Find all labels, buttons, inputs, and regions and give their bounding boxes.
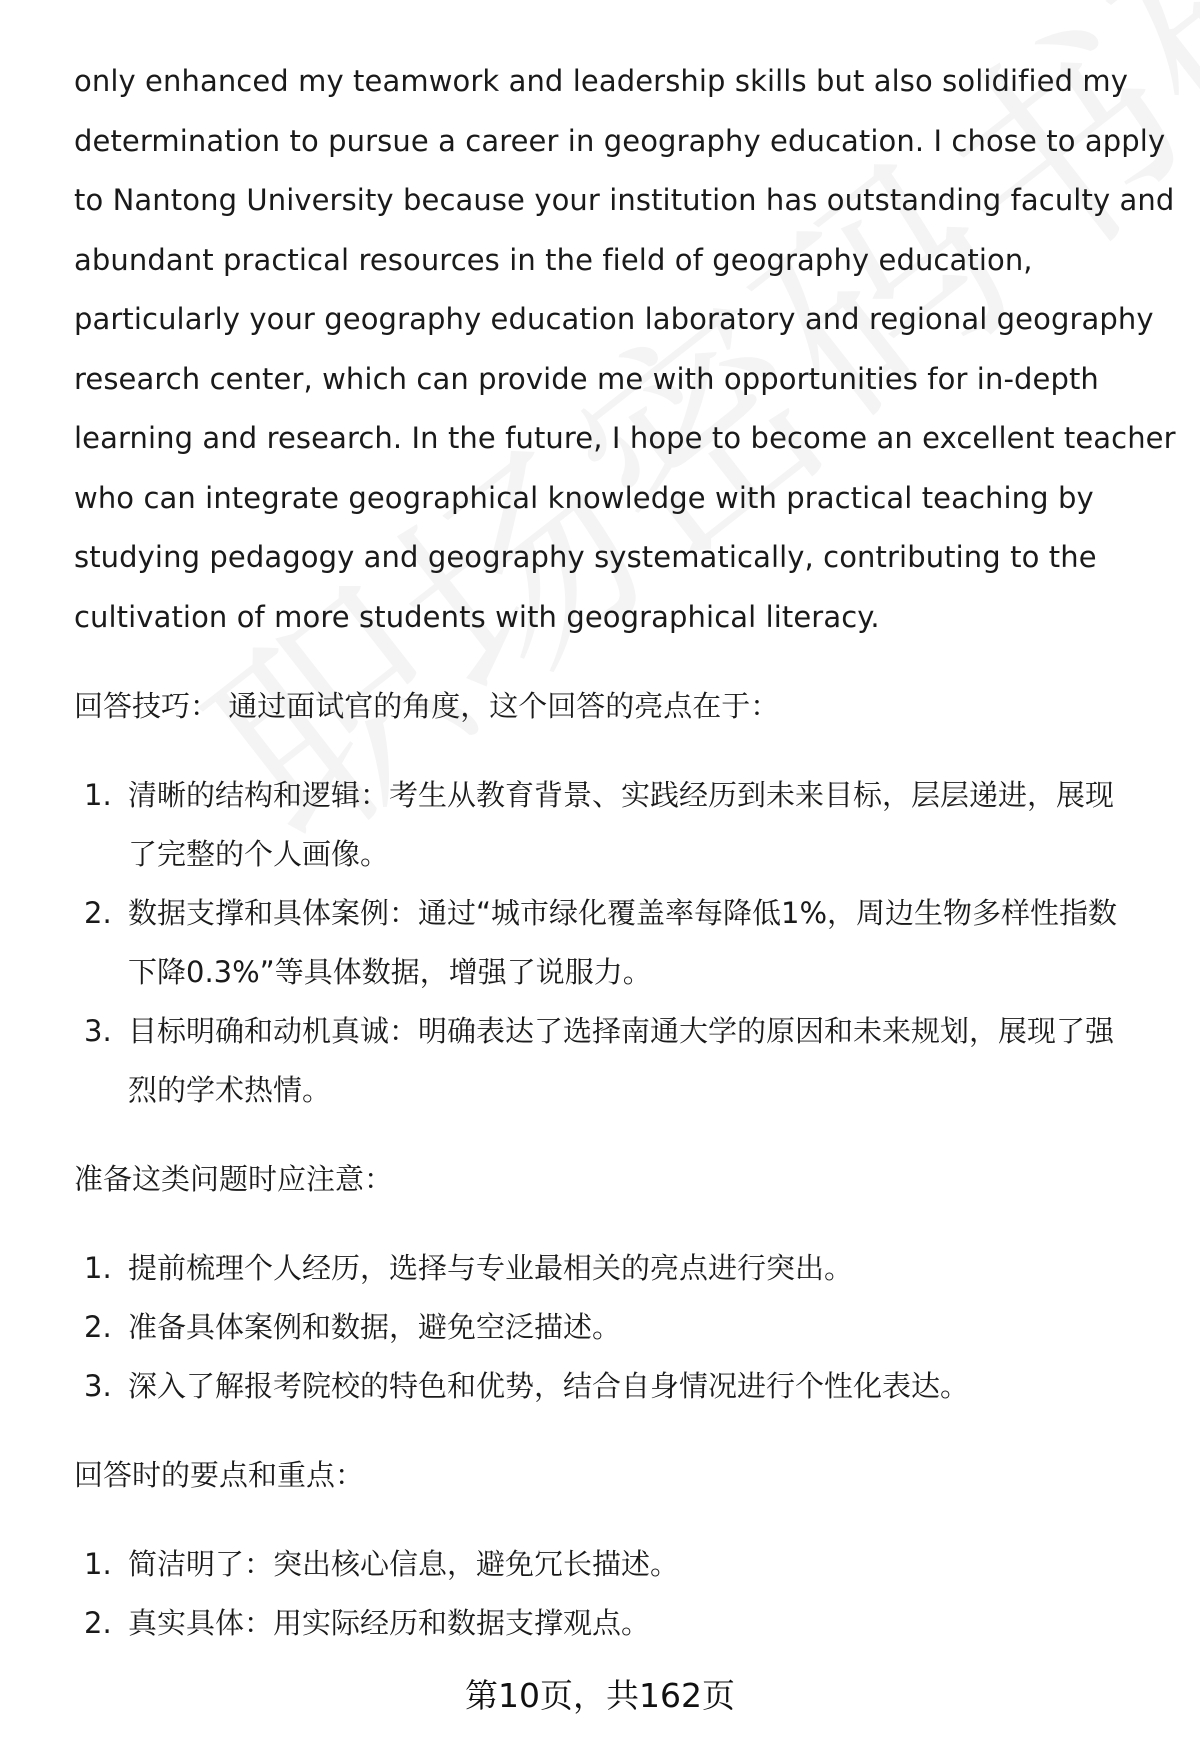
answer-tips-list bbox=[74, 766, 1164, 1120]
paragraph-line: particularly your geography education laboratory and regional geography bbox=[74, 302, 1154, 336]
list-item bbox=[74, 1002, 1164, 1120]
list-item-text: 真实具体：用实际经历和数据支撑观点。 bbox=[128, 1606, 651, 1640]
preparation-list bbox=[74, 1239, 1164, 1416]
paragraph-line: research center, which can provide me with opportunities for in-depth bbox=[74, 361, 1099, 396]
paragraph-line: who can integrate geographical knowledge with practical teaching by bbox=[74, 480, 1094, 515]
list-item-text: 提前梳理个人经历，选择与专业最相关的亮点进行突出。 bbox=[128, 1251, 854, 1285]
list-number: 3. bbox=[84, 1014, 112, 1048]
list-item-text: 了完整的个人画像。 bbox=[128, 837, 390, 871]
list-number: 1. bbox=[84, 1547, 112, 1581]
list-number: 1. bbox=[84, 1251, 112, 1285]
list-number: 3. bbox=[84, 1369, 112, 1403]
list-number: 1. bbox=[84, 778, 112, 812]
list-item-text: 准备具体案例和数据，避免空泛描述。 bbox=[128, 1310, 622, 1344]
list-number: 2. bbox=[84, 896, 112, 930]
list-item-text: 简洁明了：突出核心信息，避免冗长描述。 bbox=[128, 1547, 680, 1581]
key-points-list bbox=[74, 1535, 1164, 1653]
list-item bbox=[74, 884, 1164, 1002]
list-number: 2. bbox=[84, 1310, 112, 1344]
list-item-text: 烈的学术热情。 bbox=[128, 1073, 332, 1107]
paragraph-line: studying pedagogy and geography systematically, contributing to the bbox=[74, 540, 1097, 574]
page-number-footer: 第10页，共162页 bbox=[465, 1676, 735, 1715]
list-item-text: 目标明确和动机真诚：明确表达了选择南通大学的原因和未来规划，展现了强 bbox=[128, 1014, 1115, 1048]
paragraph-line: cultivation of more students with geographical literacy. bbox=[74, 599, 880, 634]
list-item bbox=[74, 1357, 1164, 1416]
list-item bbox=[74, 766, 1164, 884]
list-item bbox=[74, 1594, 1164, 1653]
list-item-text: 深入了解报考院校的特色和优势，结合自身情况进行个性化表达。 bbox=[128, 1369, 970, 1403]
paragraph-line: abundant practical resources in the field of geography education, bbox=[74, 242, 1033, 277]
list-item-text: 下降0.3%”等具体数据，增强了说服力。 bbox=[128, 955, 652, 989]
list-item bbox=[74, 1239, 1164, 1298]
list-item bbox=[74, 1298, 1164, 1357]
section-heading-key-points: 回答时的要点和重点： bbox=[74, 1458, 365, 1492]
list-item bbox=[74, 1535, 1164, 1594]
list-item-text: 数据支撑和具体案例：通过“城市绿化覆盖率每降低1%，周边生物多样性指数 bbox=[128, 896, 1118, 930]
paragraph-line: to Nantong University because your institution has outstanding faculty and bbox=[74, 183, 1175, 217]
list-item-text: 清晰的结构和逻辑：考生从教育背景、实践经历到未来目标，层层递进，展现 bbox=[128, 778, 1115, 812]
section-heading-answer-tips: 回答技巧： 通过面试官的角度，这个回答的亮点在于： bbox=[74, 689, 780, 723]
intro-paragraph bbox=[74, 52, 1176, 647]
section-heading-preparation: 准备这类问题时应注意： bbox=[74, 1162, 394, 1196]
paragraph-line: determination to pursue a career in geography education. I chose to apply bbox=[74, 123, 1166, 158]
paragraph-line: learning and research. In the future, I hope to become an excellent teacher bbox=[74, 421, 1176, 455]
page-content bbox=[74, 52, 1176, 1653]
list-number: 2. bbox=[84, 1606, 112, 1640]
paragraph-line: only enhanced my teamwork and leadership skills but also solidified my bbox=[74, 64, 1129, 98]
